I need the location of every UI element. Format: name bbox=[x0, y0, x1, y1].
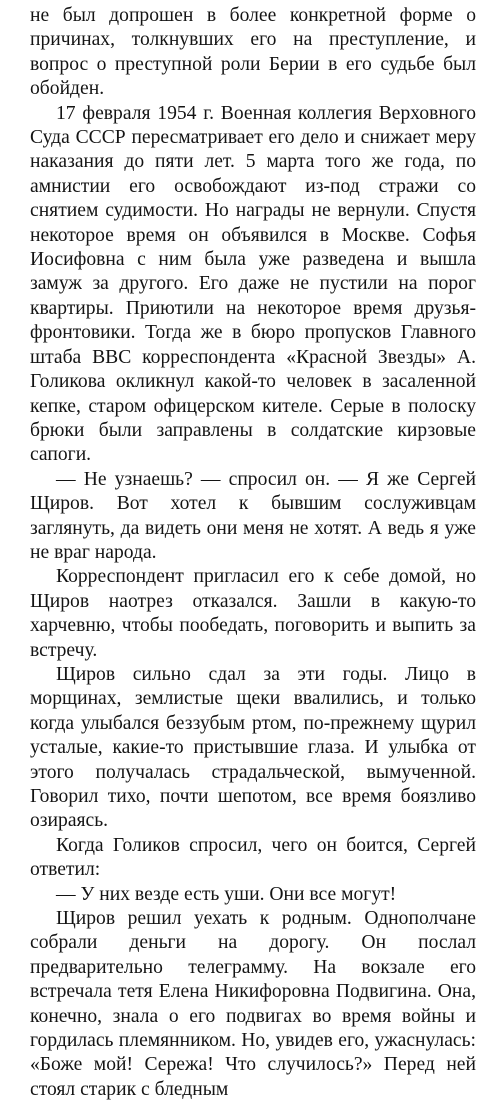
paragraph: Щиров решил уехать к родным. Однополчане собрали деньги на дорогу. Он послал предварительно телеграмму. На вокзале его встречала тетя Елена Никифоровна Подвигина. Она, конечно, знала о его подвигах во время войны и гордилась племянником. Но, увидев его, ужаснулась: «Боже мой! Сережа! Что случилось?» Перед ней стоял старик с бледным bbox=[30, 908, 476, 1100]
paragraph-dialogue: — У них везде есть уши. Они все могут! bbox=[56, 883, 397, 905]
paragraph-dialogue: — Не узнаешь? — спросил он. — Я же Сергей Щиров. Вот хотел к бывшим сослуживцам заглянуть, да видеть они меня не хотят. А ведь я уже не враг народа. bbox=[30, 468, 476, 563]
paragraph: Щиров сильно сдал за эти годы. Лицо в морщинах, землистые щеки ввалились, и только когда улыбался беззубым ртом, по-прежнему щурил усталые, какие-то пристывшие глаза. И улыбка от этого получалась страдальческой, вымученной. Говорил тихо, почти шепотом, все время боязливо озираясь. bbox=[30, 663, 476, 832]
paragraph: Корреспондент пригласил его к себе домой, но Щиров наотрез отказался. Зашли в какую-то харчевню, чтобы пообедать, поговорить и выпить за встречу. bbox=[30, 566, 476, 661]
paragraph: Когда Голиков спросил, чего он боится, Сергей ответил: bbox=[30, 834, 476, 881]
paragraph: 17 февраля 1954 г. Военная коллегия Верховного Суда СССР пересматривает его дело и снижает меру наказания до пяти лет. 5 марта того же года, по амнистии его освобождают из-под стражи со снятием судимости. Но награды не вернули. Спустя некоторое время он объявился в Москве. Софья Иосифовна с ним была уже разведена и вышла замуж за другого. Его даже не пустили на порог квартиры. Приютили на некоторое время друзья-фронтовики. Тогда же в бюро пропусков Главного штаба ВВС корреспондента «Красной Звезды» А. Голикова окликнул какой-то человек в засаленной кепке, старом офицерском кителе. Серые в полоску брюки были заправлены в солдатские кирзовые сапоги. bbox=[30, 102, 476, 466]
paragraph-continued: не был допрошен в более конкретной форме о причинах, толкнувших его на преступление, и вопрос о преступной роли Берии в его судьбе был обойден. bbox=[30, 5, 476, 100]
